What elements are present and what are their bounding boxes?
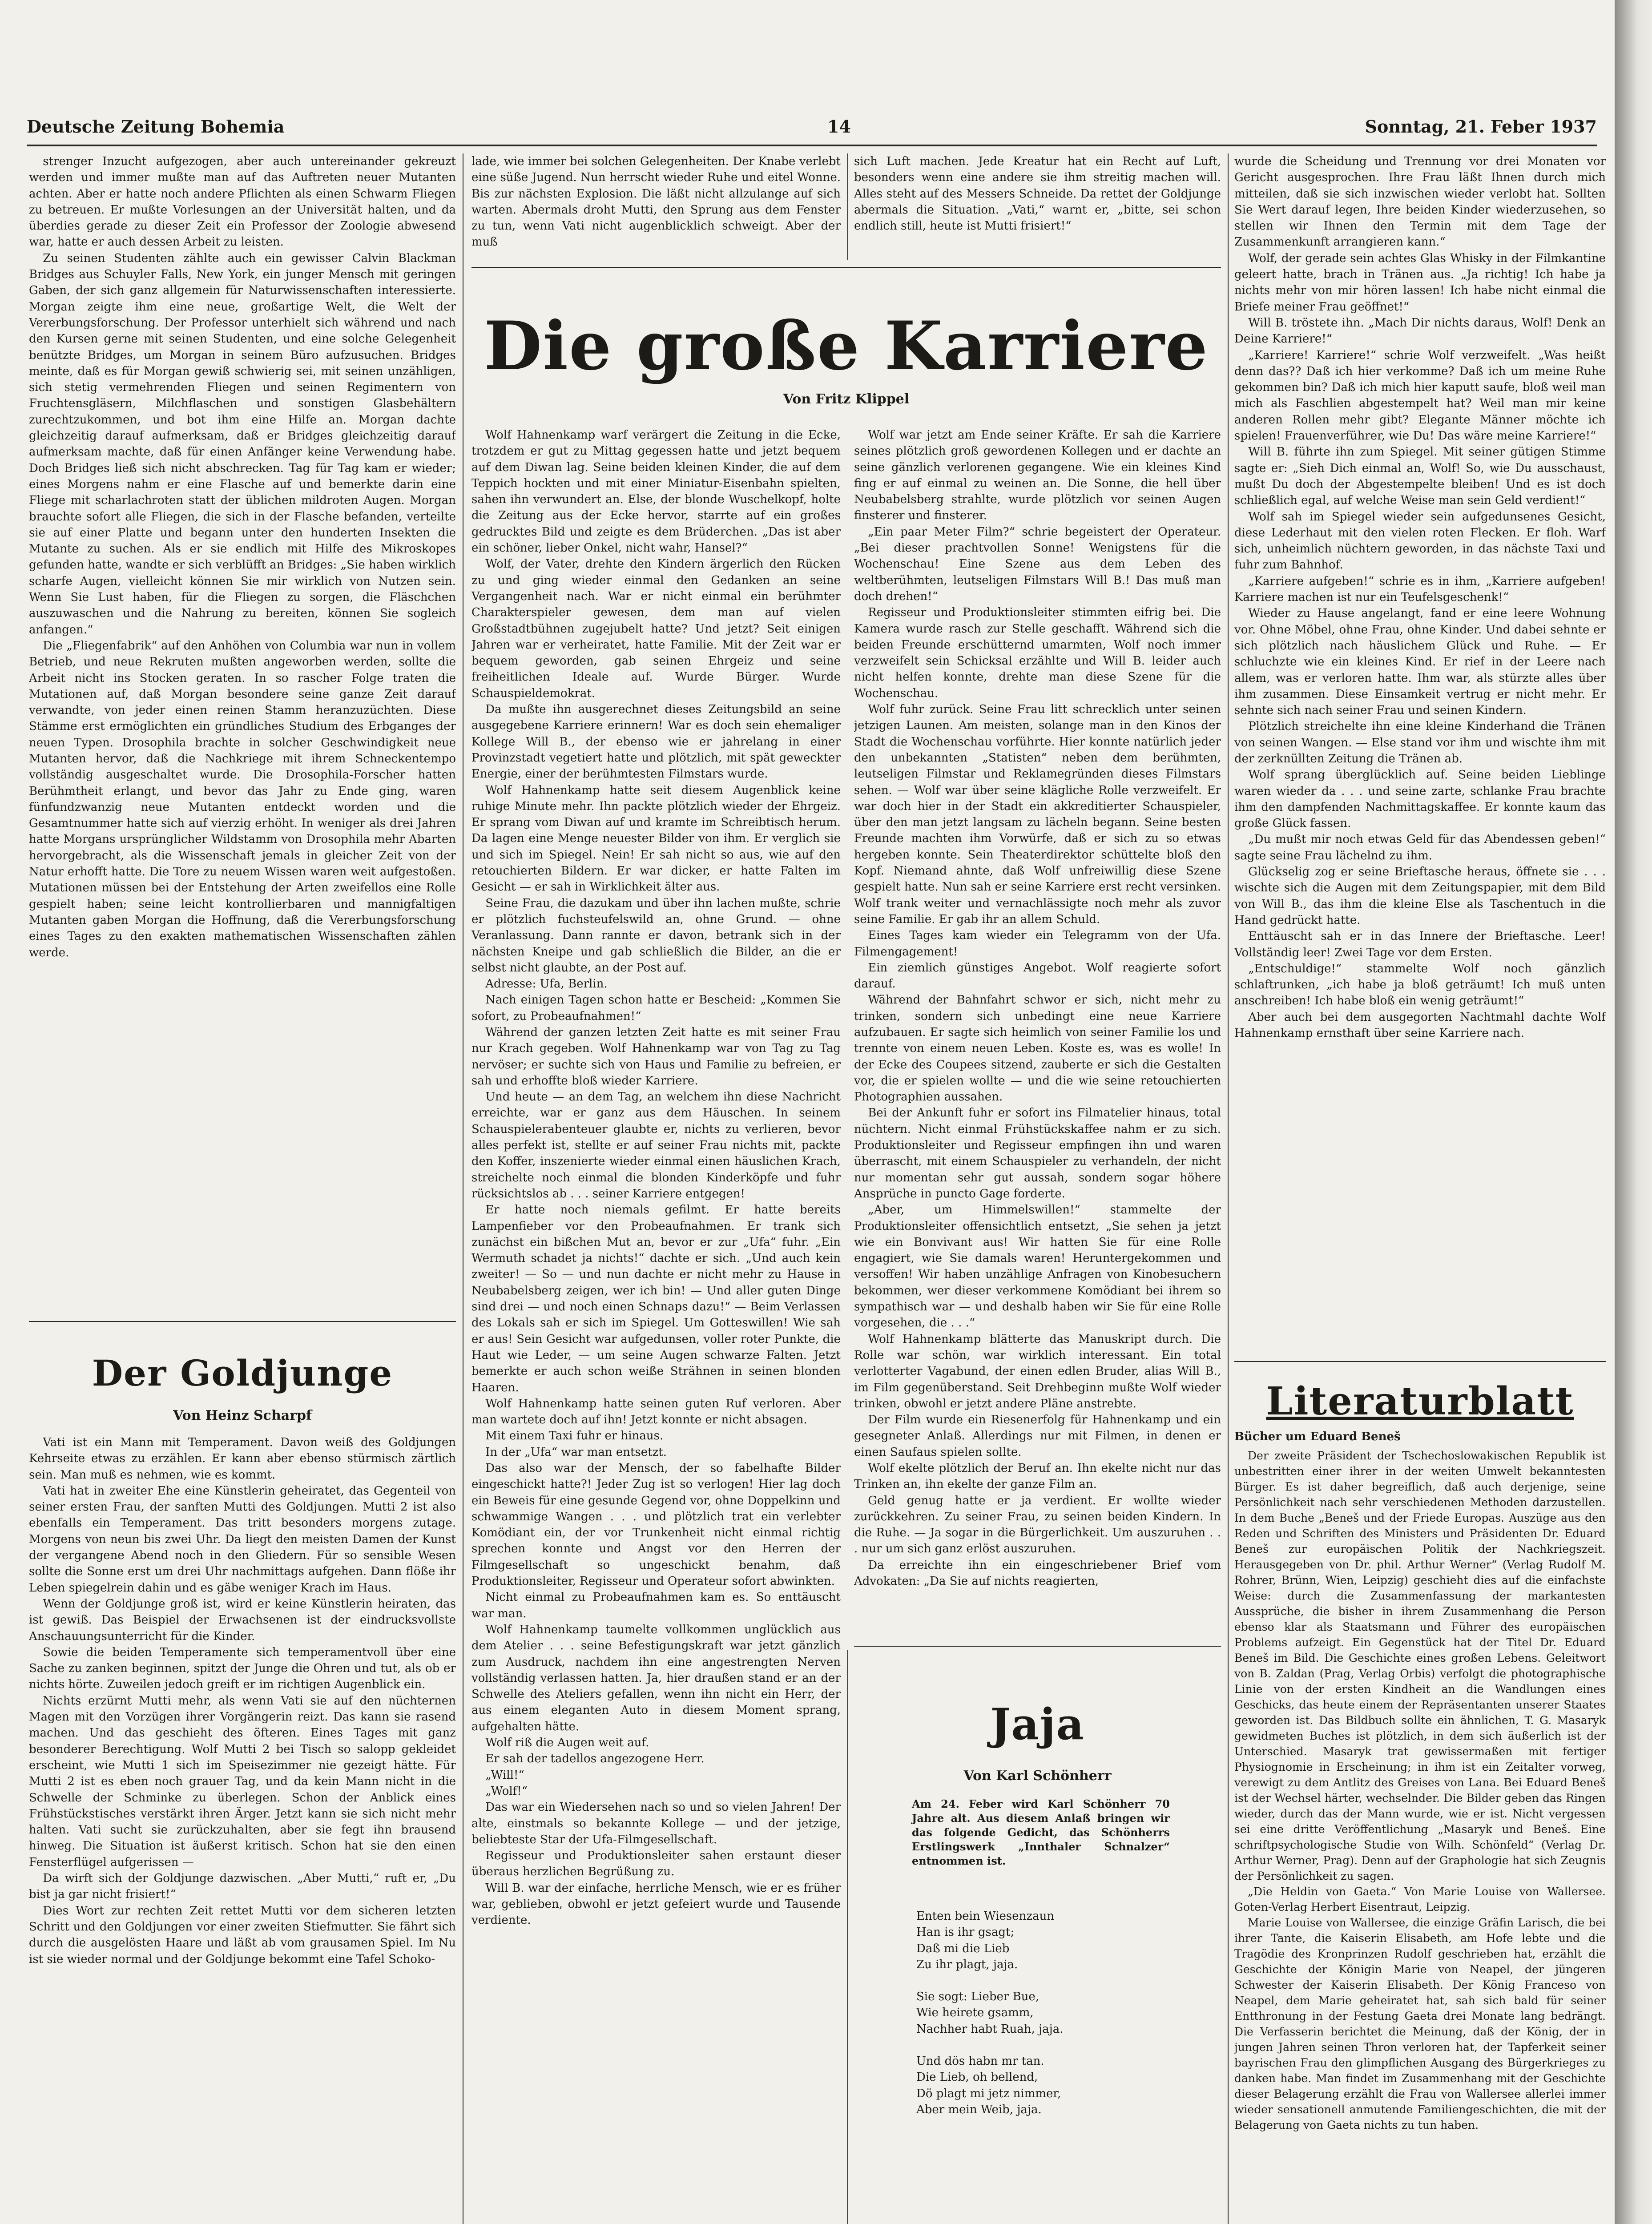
paragraph: „Karriere aufgeben!“ schrie es in ihm, „Karriere aufgeben! Karriere machen ist nur ein Teufelsgeschenk!“ [1234,574,1606,604]
paragraph: Das war ein Wiedersehen nach so und so vielen Jahren! Der alte, einstmals so bekannte Kollege — und der jetzige, beliebteste Star der Ufa-Filmgesellschaft. [471,1801,841,1846]
paragraph: Wolf fuhr zurück. Seine Frau litt schrecklich unter seinen jetzigen Launen. Am meisten, solange man in den Kinos der Stadt die Wochenschau vorführte. Hier konnte natürlich jeder den unbekannten „Statisten“ neben dem berühmten, leutseligen Filmstar und Reklamegründen dieses Filmstars sehen. — Wolf war über seine klägliche Rolle verzweifelt. Er war doch hier in der Stadt ein akkreditierter Schauspieler, über den man jetzt langsam zu lächeln begann. Seine besten Freunde machten ihm Vorwürfe, daß er sich zu so etwas hergeben konnte. Sein Theaterdirektor schüttelte bloß den Kopf. Niemand ahnte, daß Wolf unfreiwillig diese Szene gespielt hatte. Nun sah er seine Karriere erst recht versinken. Wolf trank weiter und vernachlässigte noch mehr als zuvor seine Familie. Er gab ihr an allem Schuld. [854,703,1221,926]
paragraph: Der Film wurde ein Riesenerfolg für Hahnenkamp und ein gesegneter Anlaß. Allerdings nur mit Filmen, in denen er einen Saufaus spielen sollte. [854,1413,1221,1459]
header-newspaper-name: Deutsche Zeitung Bohemia [27,117,285,137]
paragraph: „Die Heldin von Gaeta.“ Von Marie Louise von Wallersee. Goten-Verlag Herbert Eisentraut, Leipzig. [1234,1885,1606,1914]
paragraph: Wenn der Goldjunge groß ist, wird er keine Künstlerin heiraten, das ist gewiß. Das Beispiel der Erwachsenen ist der eindrucksvollste Anschauungsunterricht für die Kinder. [29,1597,456,1643]
paragraph: Während der Bahnfahrt schwor er sich, nicht mehr zu trinken, sondern sich unbedingt eine neue Karriere aufzubauen. Er sagte sich heimlich von seiner Familie los und trennte von einem neuen Leben. Koste es, was es wolle! In der Ecke des Coupees sitzend, zauberte er sich die Gestalten vor, die er spielen wollte — und die wie seine retouchierten Photographien aussahen. [854,993,1221,1104]
paragraph: Während der ganzen letzten Zeit hatte es mit seiner Frau nur Krach gegeben. Wolf Hahnenkamp war von Tag zu Tag nervöser; er suchte sich von Haus und Familie zu befreien, er sah und erhoffte bloß wieder Karriere. [471,1025,841,1088]
literaturblatt-body [1234,1448,1606,2224]
poem-body [916,1908,1192,2134]
paragraph: Adresse: Ufa, Berlin. [485,977,608,991]
poem-introduction: Am 24. Feber wird Karl Schönherr 70 Jahre alt. Aus diesem Anlaß bringen wir das folgende Gedicht, das Schönherrs Erstlingswerk „Innthaler Schnalzer“ entnommen ist. [912,1797,1170,1867]
paragraph: In der „Ufa“ war man entsetzt. [485,1445,667,1459]
paragraph: Ein ziemlich günstiges Angebot. Wolf reagierte sofort darauf. [854,961,1221,991]
paragraph: Er sah der tadellos angezogene Herr. [485,1752,705,1766]
paragraph: Regisseur und Produktionsleiter stimmten eifrig bei. Die Kamera wurde rasch zur Stelle geschafft. Während sich die beiden Freunde erschütternd umarmten, Wolf noch immer verzweifelt sein Schicksal erzählte und Will B. leider auch nicht helfen konnte, drehte man diese Szene für die Wochenschau. [854,606,1221,700]
paragraph: Eines Tages kam wieder ein Telegramm von der Ufa. Filmengagement! [854,929,1221,959]
section-rule [854,1646,1221,1647]
column-divider [847,153,848,260]
section-subtitle: Bücher um Eduard Beneš [1234,1430,1401,1443]
paragraph: Nicht einmal zu Probeaufnahmen kam es. So enttäuscht war man. [471,1591,841,1620]
paragraph: Geld genug hatte er ja verdient. Er wollte wieder zurückkehren. Zu seiner Frau, zu seinen beiden Kindern. In die Ruhe. — Ja sogar in die Bürgerlichkeit. Um auszuruhen . . . nur um sich ganz erlöst auszuruhen. [854,1494,1221,1556]
article-goldjunge-continuation [471,153,841,260]
paragraph: Wolf, der Vater, drehte den Kindern ärgerlich den Rücken zu und ging wieder einmal den Gedanken an seine Vergangenheit nach. War er nicht einmal ein berühmter Charakterspieler gewesen, dem man auf vielen Großstadtbühnen zugejubelt hatte? Und jetzt? Seit einigen Jahren war er verheiratet, hatte Familie. Mit der Zeit war er bequem geworden, gab seinen Ehrgeiz und seine freiheitlichen Ideale auf. Wurde Bürger. Wurde Schauspieldemokrat. [471,557,841,700]
paragraph: Will B. tröstete ihn. „Mach Dir nichts daraus, Wolf! Denk an Deine Karriere!“ [1234,316,1606,346]
article-title: Der Goldjunge [92,1352,393,1394]
section-rule [1234,1361,1606,1362]
paragraph: Wolf sprang überglücklich auf. Seine beiden Lieblinge waren wieder da . . . und seine zarte, schlanke Frau brachte ihm den dampfenden Nachmittagskaffee. Er konnte kaum das große Glück fassen. [1234,768,1606,830]
paragraph: Wolf riß die Augen weit auf. [485,1736,649,1750]
paragraph: Wolf Hahnenkamp taumelte vollkommen unglücklich aus dem Atelier . . . seine Befestigungskraft war jetzt gänzlich zum Ausdruck, nachdem ihn eine angestrengten Nerven vollständig verlassen hatten. Ja, hier draußen stand er an der Schwelle des Ateliers gefallen, wenn ihn nicht ein Herr, der aus einem eleganten Auto in diesem Moment sprang, aufgehalten hätte. [471,1623,841,1733]
paragraph: Da erreichte ihn ein eingeschriebener Brief vom Advokaten: „Da Sie auf nichts reagierten, [854,1558,1221,1588]
poem-line: Dö plagt mi jetz nimmer, [916,2087,1061,2100]
poem-line: Aber mein Weib, jaja. [916,2103,1042,2116]
paragraph: Die „Fliegenfabrik“ auf den Anhöhen von Columbia war nun in vollem Betrieb, und neue Rekruten mußten angeworben werden, sollte die Arbeit nicht ins Stocken geraten. In so rascher Folge traten die Mutationen auf, daß Morgan besondere seine ganze Zeit darauf verwandte, von jeder einen reinen Stamm heranzuzüchten. Diese Stämme erst ermöglichten ein gründliches Studium des Erbganges der neuen Typen. Drosophila brachte in solcher Geschwindigkeit neue Mutanten hervor, daß die Nachkriege mit ihrem Schneckentempo vollständig ausgeschaltet wurde. Die Drosophila-Forscher hatten Berühmtheit erlangt, und bevor das Jahr zu Ende ging, waren fünfundzwanzig neue Mutanten entdeckt worden und die Gesamtnummer hatte sich auf vierzig erhöht. In weniger als drei Jahren hatte Morgans ursprünglicher Wildstamm von Drosophila mehr Abarten hervorgebracht, als die Wissenschaft jemals in gleicher Zeit von der Natur erhofft hatte. Die Tore zu neuem Wissen waren weit aufgestoßen. Mutationen müssen bei der Entstehung der Arten zweifellos eine Rolle gespielt haben; seine leicht kontrollierbaren und mannigfaltigen Mutanten gaben Morgan die Hoffnung, daß die Vererbungsforschung eines Tages zu den exakten mathematischen Wissenschaften zählen werde. [29,639,456,959]
page-edge-shadow [1615,0,1652,2224]
page-header [27,117,1597,143]
paragraph: „Will!“ [485,1768,524,1782]
poem-line: Sie sogt: Lieber Bue, [916,1990,1040,2004]
article-karriere-left-column [471,427,841,2224]
paragraph: wurde die Scheidung und Trennung vor drei Monaten vor Gericht ausgesprochen. Ihre Frau läßt Ihnen durch mich mitteilen, daß sie sich inzwischen wieder verlobt hat. Sollten Sie Wert darauf legen, Ihre beiden Kinder wiederzusehen, so stellen wir Ihnen den Termin mit dem Tage der Zusammenkunft arrangieren kann.“ [1234,155,1606,249]
poem-line: Die Lieb, oh bellend, [916,2071,1038,2084]
article-drosophila-continuation [29,153,456,1314]
paragraph: Mit einem Taxi fuhr er hinaus. [485,1429,664,1443]
poem-line: Nachher habt Ruah, jaja. [916,2022,1064,2036]
paragraph: Wolf Hahnenkamp blätterte das Manuskript durch. Die Rolle war schön, war wirklich interessant. Ein total verlotterter Vagabund, der einen edlen Bruder, alias Will B., im Film gegenüberstand. Seit Drehbeginn mußte Wolf wieder trinken, obwohl er jetzt andere Pläne anstrebte. [854,1332,1221,1410]
poem-line: Und dös habn mr tan. [916,2055,1044,2068]
header-date: Sonntag, 21. Feber 1937 [1365,117,1597,137]
poem-line: Wie heirete gsamm, [916,2006,1034,2020]
paragraph: Plötzlich streichelte ihn eine kleine Kinderhand die Tränen von seinen Wangen. — Else stand vor ihm und wischte ihm mit der zerknüllten Zeitung die Tränen ab. [1234,720,1606,766]
paragraph: Will B. führte ihn zum Spiegel. Mit seiner gütigen Stimme sagte er: „Sieh Dich einmal an, Wolf! So, wie Du ausschaust, mußt Du doch der Abgestempelte bleiben! Und es ist doch schließlich egal, auf welche Weise man sein Geld verdient!“ [1234,445,1606,508]
poem-line: Daß mi die Lieb [916,1942,1010,1955]
poem-title: Jaja [990,1699,1085,1749]
paragraph: Er hatte noch niemals gefilmt. Er hatte bereits Lampenfieber vor den Probeaufnahmen. Er trank sich zunächst ein bißchen Mut an, bevor er zur „Ufa“ fuhr. „Ein Wermuth schadet ja nichts!“ dachte er sich. „Und auch kein zweiter! — So — und nun dachte er nicht mehr zu Hause in Neubabelsberg zeigen, wer ich bin! — Und aller guten Dinge sind drei — und noch einen Schnaps dazu!“ — Beim Verlassen des Lokals sah er sich im Spiegel. Um Gotteswillen! Wie sah er aus! Sein Gesicht war aufgedunsen, voller roter Punkte, die Haut wie Leder, — um seine Augen schwarze Falten. Jetzt bemerkte er auch schon weiße Strähnen in seinen blonden Haaren. [471,1203,841,1394]
paragraph: Wolf sah im Spiegel wieder sein aufgedunsenes Gesicht, diese Lederhaut mit den vielen roten Flecken. Er floh. Warf sich, unheimlich nüchtern geworden, in das nächste Taxi und fuhr zum Bahnhof. [1234,510,1606,572]
paragraph: „Du mußt mir noch etwas Geld für das Abendessen geben!“ sagte seine Frau lächelnd zu ihm. [1234,833,1606,862]
paragraph: Der zweite Präsident der Tschechoslowakischen Republik ist unbestritten einer ihrer in der weiten Umwelt bekanntesten Bürger. Es ist daher begreiflich, daß auch derjenige, seine Persönlichkeit nach sehr verschiedenen Methoden darzustellen. In dem Buche „Beneš und der Friede Europas. Auszüge aus den Reden und Schriften des Ministers und Präsidenten Dr. Eduard Beneš zur europäischen Politik der Nachkriegszeit. Herausgegeben von Dr. phil. Arthur Werner“ (Verlag Rudolf M. Rohrer, Brünn, Wien, Leipzig) geschieht dies auf die einfachste Weise: durch die Zusammenfassung der markantesten Aussprüche, die bisher in ihrem Zusammenhang die Person ebenso klar als Staatsmann und Führer des europäischen Problems aufzeigt. Ein Gegenstück hat der Titel Dr. Eduard Beneš im Bild. Die Geschichte eines großen Lebens. Geleitwort von B. Zaldan (Prag, Verlag Orbis) verfolgt die photographische Linie von der ersten Kindheit an die Wandlungen eines Geschicks, das heute einem der Repräsentanten unserer Staates geworden ist. Das Bildbuch sollte ein ähnlichen, T. G. Masaryk gewidmeten Buches ist plötzlich, in dem sich äußerlich ist der Unterschied. Masaryk trat gewissermaßen mit fertiger Physiognomie in Erscheinung; in ihm ist ein Zeitalter vorweg, verewigt zu dem Antlitz des Greises von Lana. Bei Eduard Beneš ist der Wechsel härter, wechselnder. Die Bilder geben das Ringen wieder, durch das der Mann wurde, wie er ist. Nicht vergessen sei eine dritte Veröffentlichung „Masaryk und Beneš. Eine schriftpsychologische Studie von Wilh. Schönfeld“ (Verlag Dr. Arthur Werner, Prag). Denn auf der Graphologie hat sich Zeugnis der Persönlichkeit zu sagen. [1234,1449,1606,1882]
paragraph: Wolf, der gerade sein achtes Glas Whisky in der Filmkantine geleert hatte, brach in Tränen aus. „Ja richtig! Ich habe ja nichts mehr von mir hören lassen! Ich habe nicht einmal die Briefe meiner Frau geöffnet!“ [1234,251,1606,314]
paragraph: Enttäuscht sah er in das Innere der Brieftasche. Leer! Vollständig leer! Zwei Tage vor dem Ersten. [1234,930,1606,959]
header-page-number: 14 [827,117,851,137]
poem-byline: Von Karl Schönherr [963,1768,1112,1784]
paragraph: Sowie die beiden Temperamente sich temperamentvoll über eine Sache zu zanken beginnen, spitzt der Junge die Ohren und tut, als ob er nichts hörte. Zuweilen jedoch greift er im richtigen Augenblick ein. [29,1645,456,1692]
section-rule [29,1321,456,1322]
paragraph: Wolf Hahnenkamp hatte seit diesem Augenblick keine ruhige Minute mehr. Ihn packte plötzlich wieder der Ehrgeiz. Er sprang vom Diwan auf und kramte im Schreibtisch herum. Da lagen eine Menge neuester Bilder von ihm. Er verglich sie und sich im Spiegel. Nein! Er sah nicht so aus, wie auf den retouchierten Bildern. Er war dicker, er hatte Falten im Gesicht — er sah in Wirklichkeit älter aus. [471,783,841,894]
paragraph: Da mußte ihn ausgerechnet dieses Zeitungsbild an seine ausgegebene Karriere erinnern! War es doch sein ehemaliger Kollege Will B., der ebenso wie er jahrelang in einer Provinzstadt vegetiert hatte und plötzlich, mit spät geweckter Energie, einer der berühmtesten Filmstars wurde. [471,703,841,781]
paragraph: lade, wie immer bei solchen Gelegenheiten. Der Knabe verlebt eine süße Jugend. Nun herrscht wieder Ruhe und eitel Wonne. Bis zur nächsten Explosion. Die läßt nicht allzulange auf sich warten. Abermals droht Mutti, den Sprung aus dem Fenster zu tun, wenn Vati nicht augenblicklich schweigt. Aber der muß [471,155,841,249]
paragraph: Wolf ekelte plötzlich der Beruf an. Ihn ekelte nicht nur das Trinken an, ihn ekelte der ganze Film an. [854,1462,1221,1491]
paragraph: Nach einigen Tagen schon hatte er Bescheid: „Kommen Sie sofort, zu Probeaufnahmen!“ [471,993,841,1023]
article-title: Die große Karriere [484,307,1209,385]
paragraph: „Aber, um Himmelswillen!“ stammelte der Produktionsleiter offensichtlich entsetzt, „Sie sehen ja jetzt wie ein Bonvivant aus! Wir hatten Sie für eine Rolle engagiert, wie Sie damals waren! Heruntergekommen und versoffen! Wir haben unzählige Anfragen von Kinobesuchern bekommen, wer dieser verkommene Komödiant bei ihrem so sympathisch war — und deshalb haben wir Sie für eine Rolle vorgesehen, die . . .“ [854,1203,1221,1330]
paragraph: Seine Frau, die dazukam und über ihn lachen mußte, schrie er plötzlich fuchsteufelswild an, ohne Grund. — ohne Veranlassung. Dann rannte er davon, betrank sich in der nächsten Kneipe und gab schließlich die Bilder, an die er selbst nicht glaubte, an der Post auf. [471,896,841,975]
article-karriere-ending [1234,153,1606,1354]
paragraph: Vati ist ein Mann mit Temperament. Davon weiß des Goldjungen Kehrseite etwas zu erzählen. Er kann aber ebenso stürmisch zärtlich sein. Man muß es nehmen, wie es kommt. [29,1436,456,1482]
poem-stanza [916,1989,1192,2037]
paragraph: Marie Louise von Wallersee, die einzige Gräfin Larisch, die bei ihrer Tante, die Kaiserin Elisabeth, am Hofe lebte und die Tragödie des Kronprinzen Rudolf geschrieben hat, erzählt die Geschichte der Königin Marie von Neapel, der jüngeren Schwester der Kaiserin Elisabeth. Der König Franceso von Neapel, dem Marie geheiratet hat, sah sich bald für seiner Entthronung in der Festung Gaeta drei Monate lang bedrängt. Die Verfasserin berichtet die Meinung, daß der König, der in jungen Jahren seinen Thron verloren hat, der Tapferkeit seiner bayrischen Frau den glimpflichen Ausgang des Bürgerkrieges zu danken habe. Man findet im Zusammenhang mit der Geschichte dieser Belagerung erzählt die Frau von Wallersee allerlei immer wieder sensationell anmutende Familiengeschichten, die mit der Belagerung von Gaeta nichts zu tun haben. [1234,1916,1606,2131]
header-rule [27,145,1597,146]
paragraph: Wolf Hahnenkamp hatte seinen guten Ruf verloren. Aber man wartete doch auf ihn! Jetzt konnte er nicht absagen. [471,1397,841,1427]
poem-stanza [916,2053,1192,2118]
paragraph: sich Luft machen. Jede Kreatur hat ein Recht auf Luft, besonders wenn eine andere sie ihm streitig machen will. Alles steht auf des Messers Schneide. Da rettet der Goldjunge abermals die Situation. „Vati,“ warnt er, „bitte, sei schon endlich still, heute ist Mutti frisiert!“ [854,155,1221,233]
paragraph: „Karriere! Karriere!“ schrie Wolf verzweifelt. „Was heißt denn das?? Daß ich hier verkomme? Daß ich um meine Ruhe gekommen bin? Daß ich mich hier kaputt saufe, bloß weil man mich als Faschlien abgestempelt hat? Weil man mir keine anderen Rollen mehr gibt? Elegante Männer möchte ich spielen! Frauenverführer, wie Du! Das wäre meine Karriere!“ [1234,348,1606,443]
article-karriere-right-column [854,427,1221,1646]
paragraph: Aber auch bei dem ausgegorten Nachtmahl dachte Wolf Hahnenkamp ernsthaft über seine Karriere nach. [1234,1010,1606,1040]
section-rule [471,267,1221,268]
poem-line: Han is ihr gsagt; [916,1926,1015,1939]
paragraph: Wolf Hahnenkamp warf verärgert die Zeitung in die Ecke, trotzdem er gut zu Mittag gegessen hatte und jetzt bequem auf dem Diwan lag. Seine beiden kleinen Kinder, die auf dem Teppich hockten und mit einer Miniatur-Eisenbahn spielten, sahen ihn verwundert an. Else, der blonde Wuschelkopf, holte die Zeitung aus der Ecke hervor, starrte auf ein großes gedrucktes Bild und zeigte es dem Brüderchen. „Das ist aber ein schöner, lieber Onkel, nicht wahr, Hansel?“ [471,428,841,555]
poem-line: Enten bein Wiesenzaun [916,1910,1055,1923]
paragraph: Regisseur und Produktionsleiter sahen erstaunt dieser überaus herzlichen Begrüßung zu. [471,1849,841,1879]
paragraph: Vati hat in zweiter Ehe eine Künstlerin geheiratet, das Gegenteil von seiner ersten Frau, der sanften Mutti des Goldjungen. Mutti 2 ist also ebenfalls ein Temperament. Das tritt besonders morgens zutage. Morgens von neun bis zwei Uhr. Da liegt den meisten Damen der Kunst der vergangene Abend noch in den Gliedern. Für so sensible Wesen sollte die Sonne erst um drei Uhr nachmittags aufgehen. Dann flöße ihr Leben spiegelrein dahin und es gäbe weniger Krach im Haus. [29,1484,456,1595]
paragraph: Bei der Ankunft fuhr er sofort ins Filmatelier hinaus, total nüchtern. Nicht einmal Frühstückskaffee nahm er zu sich. Produktionsleiter und Regisseur empfingen ihn und waren überrascht, mit einem Schauspieler zu verhandeln, der nicht nur momentan sehr gut aussah, sondern sogar höhere Ansprüche in puncto Gage forderte. [854,1106,1221,1201]
paragraph: Wolf war jetzt am Ende seiner Kräfte. Er sah die Karriere seines plötzlich groß gewordenen Kollegen und er dachte an seine gänzlich verlorenen gegangene. Wie ein kleines Kind fing er auf einmal zu weinen an. Die Sonne, die hell über Neubabelsberg strahlte, wurde plötzlich vor seinen Augen finsterer und finsterer. [854,428,1221,523]
paragraph: Da wirft sich der Goldjunge dazwischen. „Aber Mutti,“ ruft er, „Du bist ja gar nicht frisiert!“ [29,1872,456,1902]
column-divider [847,1650,848,2224]
paragraph: Zu seinen Studenten zählte auch ein gewisser Calvin Blackman Bridges aus Schuyler Falls, New York, ein junger Mensch mit geringen Gaben, der sich ganz allgemein für Naturwissenschaften interessierte. Morgan zeigte ihm eine neue, großartige Welt, die Welt der Vererbungsforschung. Der Professor unterhielt sich während und nach den Kursen gerne mit seinen Studenten, und eine solche Gelegenheit benützte Bridges, um Morgan in seinem Büro aufzusuchen. Bridges meinte, daß es für Morgan gewiß schwierig sei, mit seinen unzähligen, sich stetig vermehrenden Fliegen und seinen Regimentern von Fruchtensgläsern, Milchflaschen und sonstigen Glasbehältern zurechtzukommen, und bot ihm eine Hilfe an. Morgan dachte gleichzeitig darauf aufmerksam, daß er Bridges gleichzeitig darauf aufmerksam machte, daß für einen Anfänger keine Verwendung habe. Doch Bridges ließ sich nicht abschrecken. Tag für Tag kam er wieder; eines Morgens nahm er eine Flasche auf und bemerkte darin eine Fliege mit scharlachroten statt der üblichen mildroten Augen. Morgan brauchte sofort alle Fliegen, die sich in der Flasche befanden, verteilte sie auf einer Platte und begann unter den hunderten Insekten die Mutante zu suchen. Als er sie endlich mit Hilfe des Mikroskopes gefunden hatte, wandte er sich verblüfft an Bridges: „Sie haben wirklich scharfe Augen, vielleicht können Sie mir wirklich von Nutzen sein. Wenn Sie Lust haben, für die Fliegen zu sorgen, die Fläschchen auszuwaschen und die Nahrung zu bereiten, können Sie sogleich anfangen.“ [29,251,456,637]
paragraph: Glückselig zog er seine Brieftasche heraus, öffnete sie . . . wischte sich die Augen mit dem Zeitungspapier, mit dem Bild von Will B., das ihm die kleine Else als Taschentuch in die Hand gedrückt hatte. [1234,865,1606,927]
paragraph: Wieder zu Hause angelangt, fand er eine leere Wohnung vor. Ohne Möbel, ohne Frau, ohne Kinder. Und dabei sehnte er sich plötzlich nach häuslichem Glück und Ruhe. — Er schluchzte wie ein kleines Kind. Er rief in der Leere nach allem, was er verloren hatte. Ihm war, als stürzte alles über ihm zusammen. Diese Einsamkeit vertrug er nicht mehr. Er sehnte sich nach seiner Frau und seinen Kindern. [1234,607,1606,717]
paragraph: Und heute — an dem Tag, an welchem ihn diese Nachricht erreichte, war er ganz aus dem Häuschen. In seinem Schauspielerabenteuer glaubte er, nichts zu verlieren, bevor alles perfekt ist, stellte er auf seiner Frau nichts mit, packte den Koffer, inszenierte wieder einmal einen häuslichen Krach, streichelte noch einmal die blonden Kinderköpfe und fuhr rücksichtslos ab . . . seiner Karriere entgegen! [471,1090,841,1201]
article-byline: Von Heinz Scharpf [173,1408,312,1423]
paragraph: Das also war der Mensch, der so fabelhafte Bilder eingeschickt hatte?! Jeder Zug ist so verlogen! Hier lag doch ein Beweis für eine gesunde Gegend vor, ohne Doppelkinn und schwammige Wangen . . . und plötzlich trat ein verlebter Komödiant ein, der vor Trunkenheit nicht einmal richtig sprechen konnte und Angst vor den Herren der Filmgesellschaft so ungeschickt benahm, daß Produktionsleiter, Regisseur und Operateur sofort abwinkten. [471,1462,841,1588]
section-title: Literaturblatt [1266,1379,1574,1424]
paragraph: „Wolf!“ [485,1784,528,1798]
paragraph: Dies Wort zur rechten Zeit rettet Mutti vor dem sicheren letzten Schritt und den Goldjungen vor einer zweiten Stiefmutter. Sie fährt sich durch die ausgelösten Haare und läßt ab vom grausamen Spiel. Im Nu ist sie wieder normal und der Goldjunge bekommt eine Tafel Schoko- [29,1904,456,1966]
poem-stanza [916,1908,1192,1973]
paragraph: strenger Inzucht aufgezogen, aber auch untereinander gekreuzt werden und immer mußte man auf das Auftreten neuer Mutanten achten. Aber er hatte noch andere Pflichten als einen Schwarm Fliegen zu betreuen. Er mußte Vorlesungen an der Universität halten, und da überdies gerade zu dieser Zeit ein Professor der Zoologie abwesend war, hatte er auch dessen Arbeit zu leisten. [29,155,456,249]
column-divider [1228,153,1229,2224]
article-goldjunge-ending [854,153,1221,260]
poem-line: Zu ihr plagt, jaja. [916,1958,1018,1971]
article-byline: Von Fritz Klippel [783,391,910,407]
paragraph: „Entschuldige!“ stammelte Wolf noch gänzlich schlaftrunken, „ich habe ja bloß geträumt! Ich muß unten anschreiben! Ich habe bloß ein wenig geträumt!“ [1234,962,1606,1008]
article-goldjunge-body [29,1434,456,2224]
paragraph: „Ein paar Meter Film?“ schrie begeistert der Operateur. „Bei dieser prachtvollen Sonne! Wenigstens für die Wochenschau! Eine Szene aus dem Leben des weltberühmten, leutseligen Filmstars Will B.! Das muß man doch drehen!“ [854,525,1221,603]
paragraph: Will B. war der einfache, herrliche Mensch, wie er es früher war, geblieben, obwohl er jetzt gefeiert wurde und Tausende verdiente. [471,1881,841,1927]
paragraph: Nichts erzürnt Mutti mehr, als wenn Vati sie auf den nüchternen Magen mit den Vorzügen ihrer Vorgängerin reizt. Das kann sie rasend machen. Und das geschieht des öfteren. Eines Tages mit ganz besonderer Berechtigung. Wolf Mutti 2 bei Tisch so salopp gekleidet erscheint, wie Mutti 1 sich im Speisezimmer nie gezeigt hätte. Für Mutti 2 ist es eben noch grauer Tag, und da kein Mann nicht in die Schwelle der Schminke zu überlegen. Schon der Anblick eines Frühstückstisches verstärkt ihren Ärger. Jetzt kann sie sich nicht mehr halten. Vati sucht sie zurückzuhalten, aber sie fegt ihn brausend hinweg. Die Situation ist äußerst kritisch. Schon hat sie den einen Fensterflügel aufgerissen — [29,1694,456,1869]
